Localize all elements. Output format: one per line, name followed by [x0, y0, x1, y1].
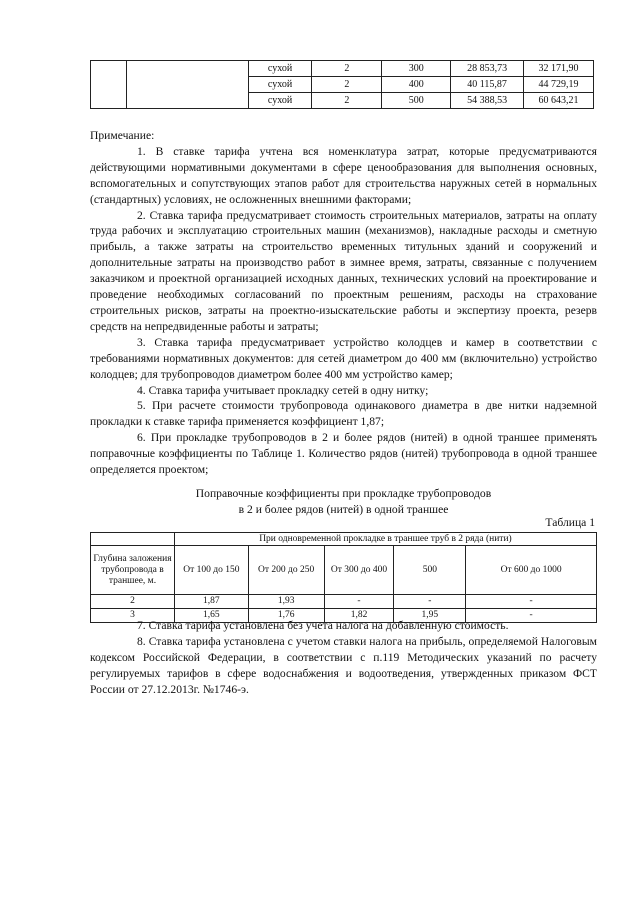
merged-empty-cell	[126, 61, 248, 109]
note-item: 4. Ставка тарифа учитывает прокладку сетей в одну нитку;	[137, 383, 429, 397]
coef-depth-cell: 3	[91, 609, 175, 623]
coef-row	[91, 595, 597, 609]
caption-line-1: Поправочные коэффициенты при прокладке трубопроводов	[195, 487, 492, 500]
table-cell: сухой	[248, 61, 312, 77]
note-item: 6. При прокладке трубопроводов в 2 и более рядов (нитей) в одной траншее применять поправочные коэффициенты по Таблице 1. Количество рядов (нитей) трубопровода в одной траншее определяется проектом;	[90, 431, 597, 477]
coef-column-header: От 300 до 400	[324, 546, 394, 595]
coef-depth-header: Глубина заложения трубопровода в траншее, м.	[91, 546, 175, 595]
table-cell: 2	[312, 61, 382, 77]
notes-heading: Примечание:	[90, 129, 155, 142]
table-cell: 2	[312, 77, 382, 93]
note-item: 3. Ставка тарифа предусматривает устройство колодцев и камер в соответствии с требованиями нормативных документов: для сетей диаметром до 400 мм (включительно) устройство колодцев; для трубопроводов диаметром более 400 мм устройство камер;	[90, 335, 597, 381]
coef-value-cell: 1,82	[324, 609, 394, 623]
coef-column-header: От 100 до 150	[174, 546, 248, 595]
coef-column-header: От 600 до 1000	[466, 546, 597, 595]
coef-group-header: При одновременной прокладке в траншее труб в 2 ряда (нити)	[174, 533, 596, 546]
note-item: 7. Ставка тарифа установлена без учета налога на добавленную стоимость.	[137, 619, 509, 632]
coef-column-header: От 200 до 250	[248, 546, 324, 595]
coef-value-cell: 1,76	[248, 609, 324, 623]
coef-value-cell: -	[394, 595, 466, 609]
table-cell: 2	[312, 93, 382, 109]
table-cell: 44 729,19	[524, 77, 594, 93]
note-item: 1. В ставке тарифа учтена вся номенклатура затрат, которые предусматриваются действующими нормативными документами в сфере ценообразования для выполнения основных, вспомогательных и сопутствующих этапов работ для строительства наружных сетей в нормальных (стандартных) условиях, не осложненных внешними факторами;	[90, 144, 597, 206]
note-item: 2. Ставка тарифа предусматривает стоимость строительных материалов, затраты на оплату труда рабочих и эксплуатацию строительных машин (механизмов), накладные расходы и сметную прибыль, а также затраты на строительство временных титульных зданий и сооружений и дополнительные затраты на производство работ в зимнее время, затраты, связанные с получением заказчиком и проектной организацией исходных данных, технических условий на проектирование и проведение необходимых согласований по проектным решениям, расходы на страхование строительных рисков, затраты на проектно-изыскательские работы и экспертизу проекта, резерв средств на непредвиденные работы и затраты;	[90, 208, 597, 333]
table-cell: 28 853,73	[451, 61, 524, 77]
table-caption	[90, 486, 597, 518]
tariff-table-continuation	[90, 60, 594, 109]
table-number-label: Таблица 1	[545, 516, 595, 529]
coef-value-cell: 1,95	[394, 609, 466, 623]
note-item: 8. Ставка тарифа установлена с учетом ставки налога на прибыль, определяемой Налоговым кодексом Российской Федерации, в соответствии с п.119 Методических указаний по расчету регулируемых тарифов в сфере водоснабжения и водоотведения, утвержденных приказом ФСТ России от 27.12.2013г. №1746-э.	[90, 634, 597, 696]
table-cell: сухой	[248, 93, 312, 109]
table-cell: 500	[382, 93, 451, 109]
coef-value-cell: -	[466, 595, 597, 609]
coef-value-cell: -	[466, 609, 597, 623]
coef-depth-cell: 2	[91, 595, 175, 609]
coefficient-table	[90, 532, 597, 623]
table-cell: сухой	[248, 77, 312, 93]
table-cell: 60 643,21	[524, 93, 594, 109]
note-item: 5. При расчете стоимости трубопровода одинакового диаметра в две нитки надземной прокладки к ставке тарифа применяется коэффициент 1,87;	[90, 399, 597, 429]
table-cell: 400	[382, 77, 451, 93]
merged-empty-cell	[91, 61, 127, 109]
table-cell: 40 115,87	[451, 77, 524, 93]
coef-column-header: 500	[394, 546, 466, 595]
table-cell: 32 171,90	[524, 61, 594, 77]
coef-value-cell: 1,65	[174, 609, 248, 623]
table-row	[91, 61, 594, 77]
table-cell: 54 388,53	[451, 93, 524, 109]
notes-continued	[90, 618, 597, 698]
notes-section	[90, 128, 597, 478]
table-cell: 300	[382, 61, 451, 77]
coef-value-cell: 1,87	[174, 595, 248, 609]
coef-value-cell: 1,93	[248, 595, 324, 609]
coef-corner-cell	[91, 533, 175, 546]
coef-value-cell: -	[324, 595, 394, 609]
caption-line-2: в 2 и более рядов (нитей) в одной траншее	[238, 503, 449, 516]
